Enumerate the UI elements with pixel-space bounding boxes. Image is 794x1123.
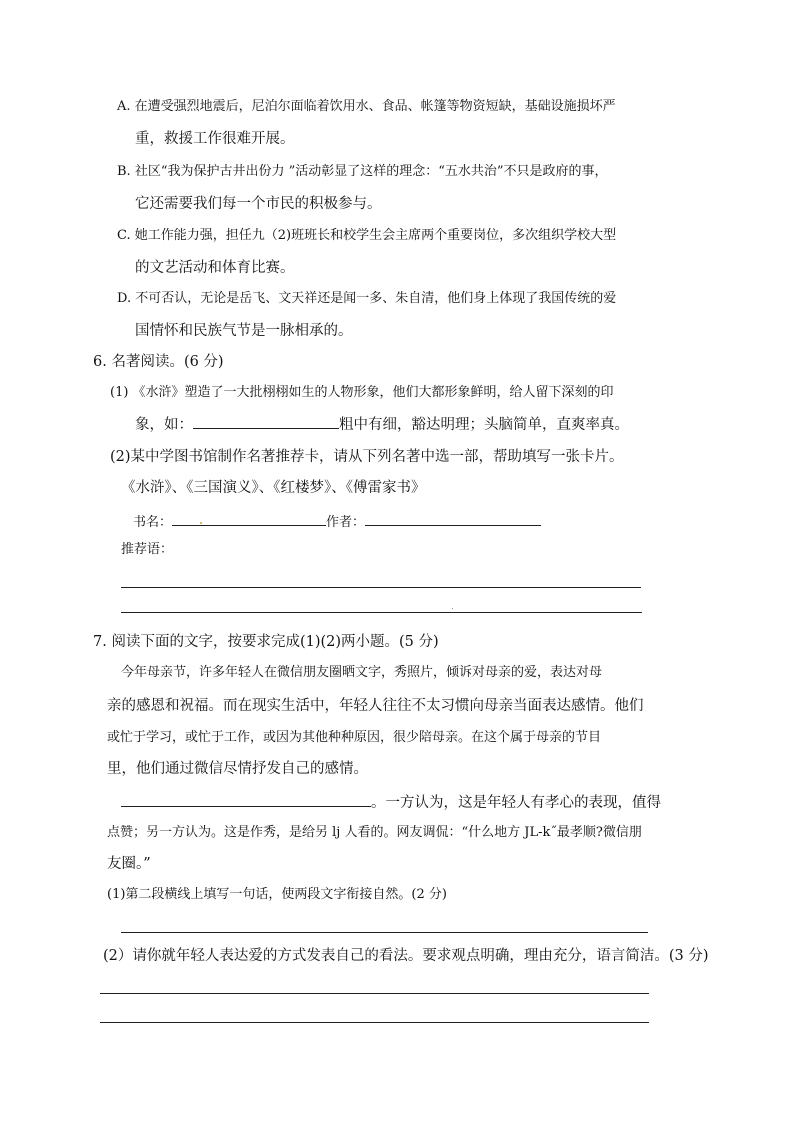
recommend-label: 推荐语： <box>121 542 174 557</box>
q7-bridge-sentence-blank[interactable] <box>121 792 371 807</box>
q6-part1-suffix: 粗中有细，豁达明理；头脑简单，直爽率真。 <box>339 417 629 433</box>
option-c-line2: 的文艺活动和体育比赛。 <box>135 260 295 276</box>
option-c-line1: C. 她工作能力强，担任九（2)班班长和校学生会主席两个重要岗位，多次组织学校大型 <box>117 228 617 243</box>
option-a-line2: 重，救援工作很难开展。 <box>135 131 295 147</box>
option-d-line2: 国情怀和民族气节是一脉相承的。 <box>135 323 353 339</box>
q7-sub2-answer-line-1[interactable] <box>100 993 649 994</box>
question-6-title: 6. 名著阅读。(6 分) <box>93 354 224 370</box>
book-name-blank[interactable] <box>172 511 326 526</box>
line-speck <box>452 608 453 609</box>
q7-para2-line1 <box>121 792 661 812</box>
q7-sub2-answer-line-2[interactable] <box>100 1022 649 1023</box>
option-d-line1: D. 不可否认，无论是岳飞、文天祥还是闻一多、朱自清，他们身上体现了我国传统的爱 <box>117 291 617 306</box>
option-b-line2: 它还需要我们每一个市民的积极参与。 <box>135 196 382 212</box>
q6-part1-line2 <box>135 414 629 434</box>
q7-para1-line1: 今年母亲节，许多年轻人在微信朋友圈晒文字，秀照片，倾诉对母亲的爱，表达对母 <box>121 665 603 680</box>
option-a-line1: A. 在遭受强烈地震后，尼泊尔面临着饮用水、食品、帐篷等物资短缺，基础设施损坏严 <box>117 99 616 114</box>
q7-para2-line3: 友圈。” <box>107 856 151 872</box>
book-name-label: 书名： <box>133 515 173 530</box>
author-blank[interactable] <box>365 511 541 526</box>
q7-para1-line2: 亲的感恩和祝福。而在现实生活中，年轻人往往不太习惯向母亲当面表达感情。他们 <box>107 698 644 714</box>
q7-para2-line2: 点赞；另一方认为。这是作秀，是给另 lj 人看的。网友调侃：“什么地方 JL-k˝最孝顺?微信朋 <box>107 825 642 840</box>
ink-speck <box>200 522 202 524</box>
question-7-title: 7. 阅读下面的文字，按要求完成(1)(2)两小题。(5 分) <box>93 634 439 650</box>
q6-part1-prefix: 象，如： <box>135 417 193 433</box>
q6-book-list: 《水浒》、《三国演义》、《红楼梦》、《傅雷家书》 <box>121 480 426 496</box>
q6-character-blank[interactable] <box>193 414 339 429</box>
q6-part2-instruction: (2)某中学图书馆制作名著推荐卡，请从下列名著中选一部，帮助填写一张卡片。 <box>110 449 624 465</box>
q7-para1-line3: 或忙于学习，或忙于工作，或因为其他种种原因，很少陪母亲。在这个属于母亲的节目 <box>107 730 602 745</box>
q6-card-fields <box>133 511 541 532</box>
recommend-answer-line-1[interactable] <box>121 587 641 588</box>
q7-para2-line1-text: 。一方认为，这是年轻人有孝心的表现，值得 <box>371 795 661 811</box>
q7-sub1-answer-line[interactable] <box>121 932 648 933</box>
q7-sub1: (1)第二段横线上填写一句话，使两段文字衔接自然。(2 分) <box>107 887 447 902</box>
q6-part1-line1: (1) 《水浒》塑造了一大批栩栩如生的人物形象，他们大都形象鲜明，给人留下深刻的印 <box>110 385 614 400</box>
recommend-answer-line-2[interactable] <box>121 612 642 613</box>
q7-para1-line4: 里，他们通过微信尽情抒发自己的感情。 <box>107 761 368 777</box>
author-label: 作者： <box>326 515 366 530</box>
option-b-line1: B. 社区“我为保护古井出份力 ”活动彰显了这样的理念：“五水共治”不只是政府的事， <box>117 164 608 179</box>
q7-sub2: (2）请你就年轻人表达爱的方式发表自己的看法。要求观点明确，理由充分，语言简洁。(3 分) <box>103 948 709 964</box>
